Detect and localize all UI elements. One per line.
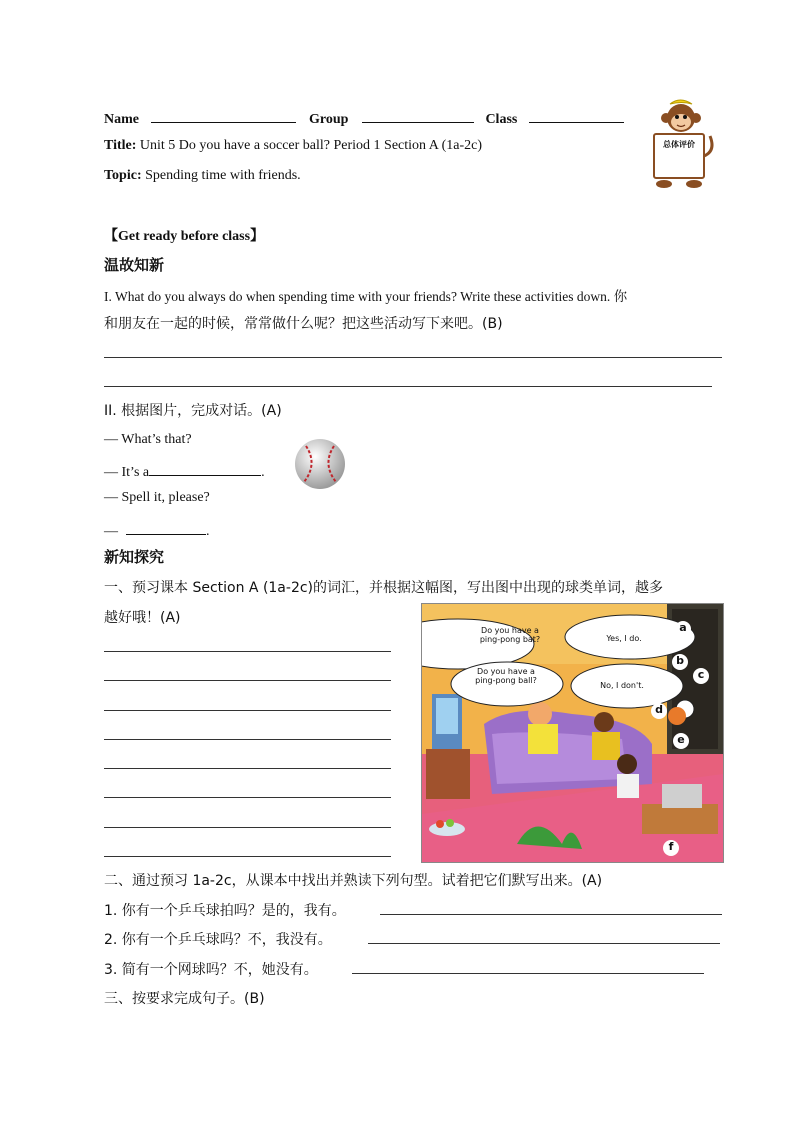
section-get-ready: 【Get ready before class】 (104, 229, 265, 244)
dialogue-4-suffix: . (206, 524, 210, 539)
answer-line[interactable] (104, 710, 391, 711)
part2-item-3: 3. 简有一个网球吗？不，她没有。 (104, 962, 318, 978)
scene-label-d: d (655, 703, 663, 716)
answer-line[interactable] (104, 797, 391, 798)
dialogue-2-suffix: . (261, 465, 265, 480)
topic-label: Topic: (104, 168, 142, 183)
dialogue-4-prefix: — (104, 524, 118, 539)
name-row (104, 108, 624, 128)
part1-line1: 一、预习课本 Section A (1a-2c)的词汇，并根据这幅图，写出图中出现的球类单词，越多 (104, 580, 664, 596)
title-label: Title: (104, 138, 137, 153)
title-row (104, 138, 482, 154)
speech-bubble-1: Do you have a ping-pong bat? (479, 626, 541, 644)
part2-title: 二、通过预习 1a-2c，从课本中找出并熟读下列句型。试着把它们默写出来。(A) (104, 873, 603, 889)
answer-line[interactable] (104, 357, 722, 358)
scene-label-c: c (697, 668, 705, 681)
dialogue-line-3: — Spell it, please? (104, 490, 210, 505)
answer-line[interactable] (368, 943, 720, 944)
dialogue-blank[interactable] (149, 461, 261, 476)
part1-line2: 越好哦！(A) (104, 610, 181, 626)
name-field[interactable] (151, 108, 296, 123)
new-heading: 新知探究 (104, 548, 165, 566)
answer-line[interactable] (104, 856, 391, 857)
review-heading: 温故知新 (104, 256, 165, 274)
answer-line[interactable] (104, 768, 391, 769)
speech-bubble-3: Do you have a ping-pong ball? (475, 667, 537, 685)
q2-title: II. 根据图片，完成对话。(A) (104, 403, 282, 419)
class-field[interactable] (529, 108, 624, 123)
answer-line[interactable] (380, 914, 722, 915)
speech-bubble-4: No, I don't. (600, 681, 644, 690)
class-label: Class (485, 112, 518, 127)
dialogue-line-1: — What’s that? (104, 432, 192, 447)
monkey-badge (640, 96, 716, 194)
name-label: Name (104, 112, 139, 127)
group-label: Group (309, 112, 349, 127)
badge-text: 总体评价 (663, 140, 695, 149)
scene-illustration (421, 603, 724, 863)
speech-bubble-2: Yes, I do. (606, 634, 642, 643)
topic-text: Spending time with friends. (145, 168, 301, 183)
answer-line[interactable] (104, 739, 391, 740)
q1-line2: 和朋友在一起的时候，常常做什么呢？把这些活动写下来吧。(B) (104, 316, 503, 332)
scene-label-e: e (677, 733, 685, 746)
dialogue-line-2 (104, 461, 265, 481)
answer-line[interactable] (104, 827, 391, 828)
part2-item-1: 1. 你有一个乒乓球拍吗？是的，我有。 (104, 903, 346, 919)
baseball-picture (292, 436, 348, 492)
scene-label-a: a (679, 621, 687, 634)
dialogue-blank[interactable] (126, 520, 206, 535)
baseball-icon (292, 436, 348, 492)
scene-label-b: b (676, 654, 684, 667)
part3-title: 三、按要求完成句子。(B) (104, 991, 265, 1007)
answer-line[interactable] (104, 386, 712, 387)
answer-line[interactable] (104, 651, 391, 652)
dialogue-2-prefix: — It’s a (104, 465, 150, 480)
q1-line1: I. What do you always do when spending time with your friends? Write these activities down. 你 (104, 289, 628, 304)
dialogue-line-4 (104, 520, 210, 540)
group-field[interactable] (362, 108, 474, 123)
title-text: Unit 5 Do you have a soccer ball? Period 1 Section A (1a-2c) (139, 138, 483, 153)
answer-line[interactable] (352, 973, 704, 974)
topic-row (104, 168, 301, 184)
scene-label-f: f (668, 840, 674, 853)
answer-line[interactable] (104, 680, 391, 681)
part2-item-2: 2. 你有一个乒乓球吗？不，我没有。 (104, 932, 332, 948)
